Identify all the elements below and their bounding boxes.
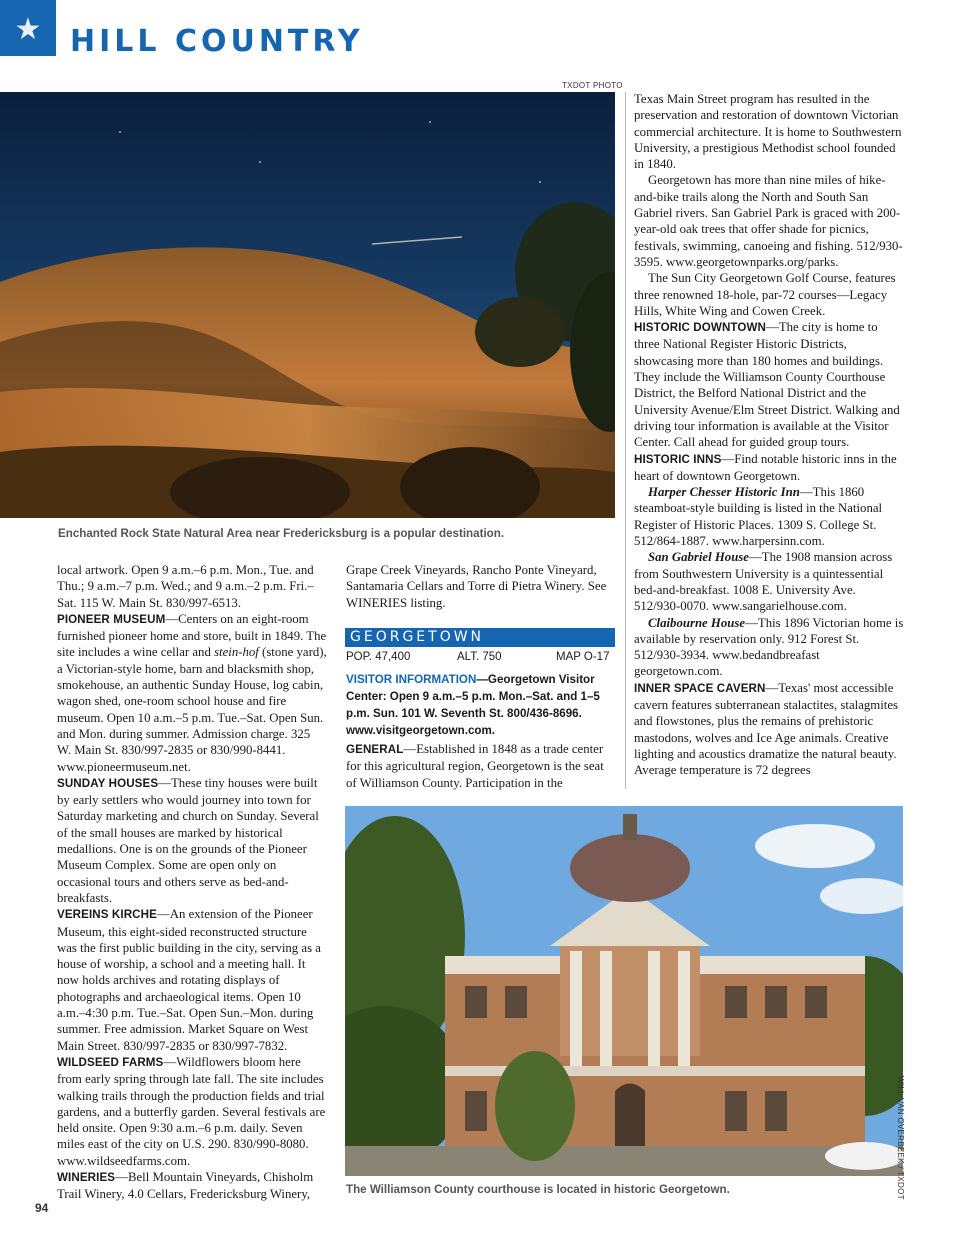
- column-divider: [625, 92, 626, 789]
- photo-caption: Enchanted Rock State Natural Area near Fredericksburg is a popular destination.: [58, 527, 505, 540]
- listing-harper-chesser: Harper Chesser Historic Inn—This 1860 steamboat-style building is listed in the National Register of Historic Places. 1309 S. College St. 512/864-1887. www.harpersinn.com.: [634, 485, 883, 549]
- photo-caption: The Williamson County courthouse is located in historic Georgetown.: [346, 1183, 730, 1196]
- altitude: ALT. 750: [457, 651, 502, 663]
- listing-heading: WINERIES: [57, 1170, 116, 1184]
- listing-wineries: WINERIES—Bell Mountain Vineyards, Chisholm Trail Winery, 4.0 Cellars, Fredericksburg Winery,: [57, 1169, 314, 1202]
- paragraph: Texas Main Street program has resulted in the preservation and restoration of downtown Victorian commercial architecture. It is home to Southwestern University, a prestigious Methodist school founded in 1840.: [634, 92, 902, 172]
- photo-credit: TXDOT PHOTO: [562, 81, 623, 90]
- listing-heading: INNER SPACE CAVERN: [634, 681, 766, 695]
- listing-heading: VISITOR INFORMATION: [346, 673, 477, 686]
- general-info: GENERAL—Established in 1848 as a trade center for this agricultural region, Georgetown is the seat of Williamson County. Participation in the: [346, 742, 604, 790]
- listing-heading: HISTORIC INNS: [634, 452, 722, 466]
- listing-claibourne-house: Claibourne House—This 1896 Victorian home is available by reservation only. 912 Forest St. 512/930-3934. www.bedandbreafast georgetown.com.: [634, 615, 904, 679]
- map-reference: MAP O-17: [556, 651, 610, 663]
- enchanted-rock-photo: [0, 92, 615, 518]
- section-star-badge: [0, 0, 56, 56]
- listing-name: Harper Chesser Historic Inn: [648, 485, 800, 500]
- listing-wildseed-farms: WILDSEED FARMS—Wildflowers bloom here from early spring through late fall. The site includes walking trails through the production fields and trial gardens, and a butterfly garden. Several festivals are held onsite. Open 9:30 a.m.–6 p.m. daily. Seven miles east of the city on U.S. 290. 830/990-8080. www.wildseedfarms.com.: [57, 1054, 326, 1168]
- page-number: 94: [35, 1201, 49, 1215]
- listing-heading: WILDSEED FARMS: [57, 1055, 164, 1069]
- listing-historic-downtown: HISTORIC DOWNTOWN—The city is home to three National Register Historic Districts, showcasing more than 180 homes and buildings. They include the Williamson County Courthouse District, the Belford National District and the University Avenue/Elm Street District. Walking and driving tour information is available at the Visitor Center. Call ahead for guided group tours.: [634, 320, 900, 450]
- listing-heading: VEREINS KIRCHE: [57, 908, 157, 922]
- star-icon: ★: [14, 12, 42, 47]
- paragraph: Grape Creek Vineyards, Rancho Ponte Vineyard, Santamaria Cellars and Torre di Pietra Winery. See WINERIES listing.: [346, 563, 607, 610]
- photo-credit: WILL VAN OVERBEEK / TXDOT: [896, 1076, 905, 1200]
- listing-heading: HISTORIC DOWNTOWN: [634, 321, 767, 335]
- courthouse-photo: [345, 806, 903, 1176]
- city-stats: [346, 651, 613, 666]
- text-column-1: [57, 562, 327, 1203]
- text-column-2: [346, 562, 608, 611]
- listing-historic-inns: HISTORIC INNS—Find notable historic inns in the heart of downtown Georgetown.: [634, 451, 897, 483]
- population: POP. 47,400: [346, 651, 411, 663]
- listing-inner-space-cavern: INNER SPACE CAVERN—Texas' most accessible cavern features subterranean stalactites, stalagmites and flowstones, plus the remains of prehistoric mastodons, wolves and Ice Age animals. Creative lighting and acoustics dramatize the natural beauty. Average temperature is 72 degrees: [634, 680, 898, 778]
- listing-name: Claibourne House: [648, 615, 746, 630]
- listing-name: San Gabriel House: [648, 550, 749, 565]
- city-name-bar: GEORGETOWN: [345, 628, 615, 647]
- listing-heading: PIONEER MUSEUM: [57, 612, 166, 626]
- listing-heading: GENERAL: [346, 743, 404, 756]
- listing-sunday-houses: SUNDAY HOUSES—These tiny houses were built by early settlers who would journey into town for Saturday marketing and church on Sunday. Several of the small houses are marked by historical medallions. One is on the grounds of the Pioneer Museum Complex. Some are open only on occasional tours and others serve as bed-and-breakfasts.: [57, 775, 319, 905]
- listing-heading: SUNDAY HOUSES: [57, 776, 159, 790]
- listing-pioneer-museum: PIONEER MUSEUM—Centers on an eight-room furnished pioneer home and store, built in 1849. The site includes a wine cellar and stein-hof (stone yard), a Victorian-style home, barn and blacksmith shop, smokehouse, an authentic Sunday House, log cabin, wagon shed, one-room school house and fire museum. Open 10 a.m.–5 p.m. Tue.–Sat. Open Sun. and Mon. during summer. Admission charge. 325 W. Main St. 830/997-2835 or 830/990-8441. www.pioneermuseum.net.: [57, 611, 327, 774]
- visitor-information: VISITOR INFORMATION—Georgetown Visitor Center: Open 9 a.m.–5 p.m. Mon.–Sat. and 1–5 p.m. Sun. 101 W. Seventh St. 800/436-8696. www.visitgeorgetown.com.: [346, 673, 600, 737]
- text-column-3: [634, 91, 904, 778]
- listing-san-gabriel-house: San Gabriel House—The 1908 mansion across from Southwestern University is a quintessential bed-and-breakfast. 1008 E. University Ave. 512/930-0070. www.sangarielhouse.com.: [634, 550, 893, 614]
- listing-vereins-kirche: VEREINS KIRCHE—An extension of the Pioneer Museum, this eight-sided reconstructed structure was the first public building in the city, serving as a house of worship, a school and a meeting hall. It now holds archives and rotating displays of photographs and archaeological items. Open 10 a.m.–4:30 p.m. Tue.–Sat. Open Sun.–Mon. during summer. Free admission. Market Square on West Main Street. 830/997-2835 or 830/997-7832.: [57, 907, 321, 1053]
- paragraph: local artwork. Open 9 a.m.–6 p.m. Mon., Tue. and Thu.; 9 a.m.–7 p.m. Wed.; and 9 a.m.–2 p.m. Fri.–Sat. 115 W. Main St. 830/997-6513.: [57, 563, 314, 610]
- paragraph: The Sun City Georgetown Golf Course, features three renowned 18-hole, par-72 courses—Legacy Hills, White Wing and Cowen Creek.: [634, 271, 896, 318]
- paragraph: Georgetown has more than nine miles of hike-and-bike trails along the North and South San Gabriel rivers. San Gabriel Park is graced with 200-year-old oak trees that offer shade for picnics, festivals, swimming, canoeing and fishing. 512/930-3595. www.georgetownparks.org/parks.: [634, 173, 903, 269]
- section-title: HILL COUNTRY: [70, 24, 364, 59]
